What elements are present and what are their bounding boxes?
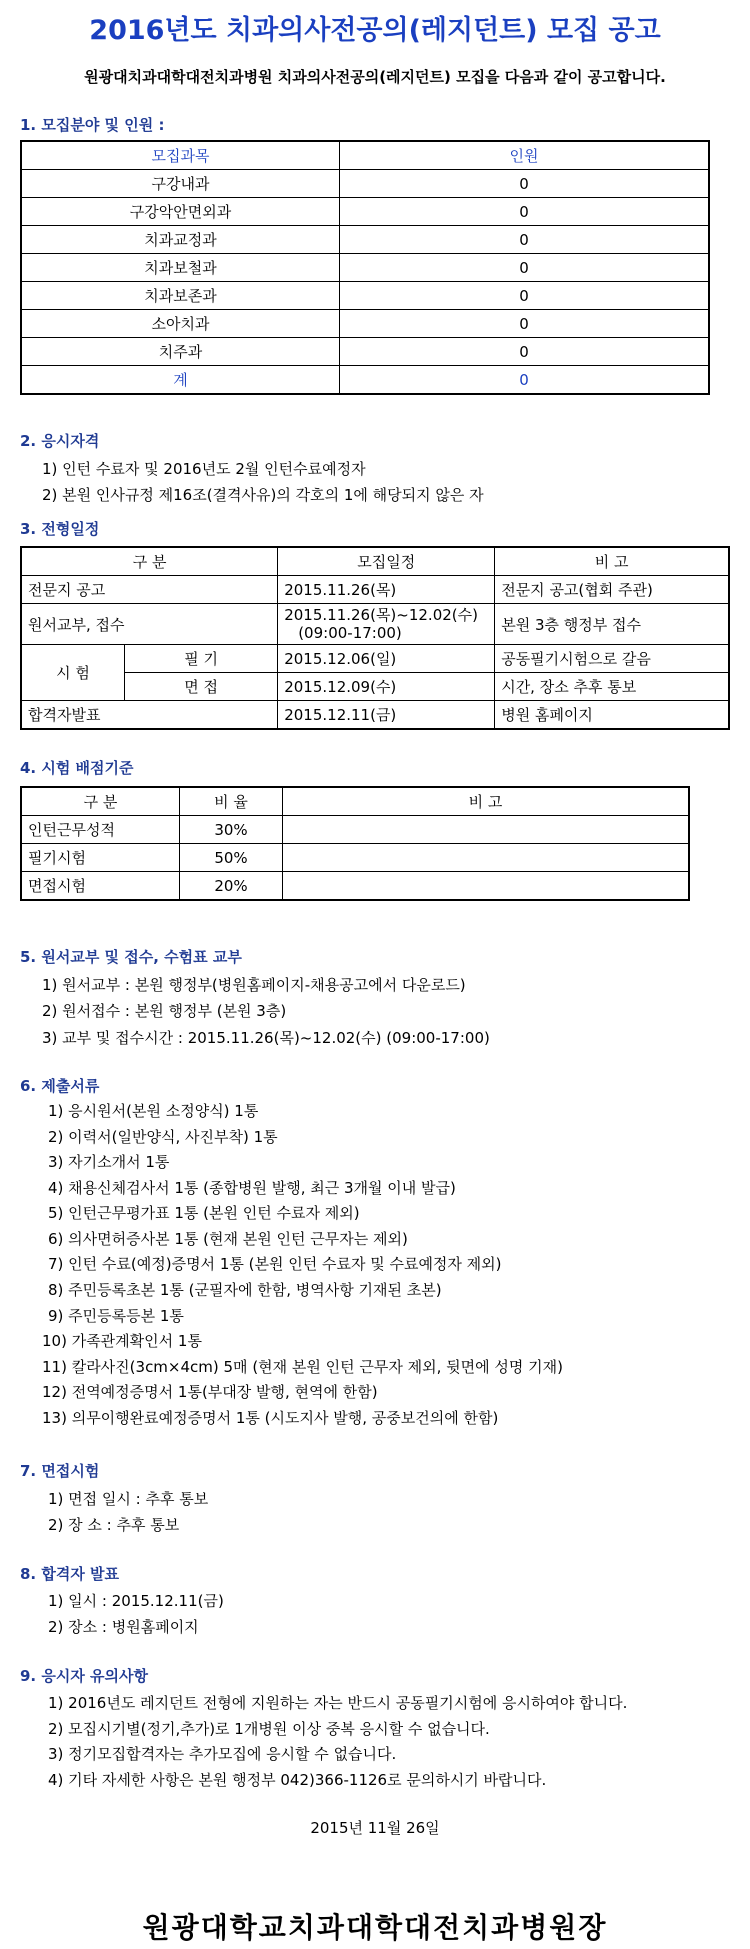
table-row: [21, 872, 689, 901]
list-item: 3) 자기소개서 1통: [48, 1153, 170, 1171]
header-note: 비 고: [495, 547, 729, 576]
section-9-heading: 9. 응시자 유의사항: [20, 1667, 149, 1685]
table-row: [21, 170, 709, 198]
cat-cell: 전문지 공고: [21, 576, 278, 604]
num-cell: 0: [340, 282, 710, 310]
list-item: 1) 인턴 수료자 및 2016년도 2월 인턴수료예정자: [42, 460, 366, 478]
list-item: 4) 채용신체검사서 1통 (종합병원 발행, 최근 3개월 이내 발급): [48, 1179, 456, 1197]
date-cell: 2015.12.06(일): [278, 645, 495, 673]
num-cell: 0: [340, 254, 710, 282]
table-row: [21, 816, 689, 844]
note-cell: [283, 844, 690, 872]
dept-cell: 구강내과: [21, 170, 340, 198]
list-item: 2) 장소 : 병원홈페이지: [48, 1618, 199, 1636]
list-item: 4) 기타 자세한 사항은 본원 행정부 042)366-1126로 문의하시기 바랍니다.: [48, 1771, 547, 1789]
table-row: [21, 198, 709, 226]
table-header-row: [21, 141, 709, 170]
table-header-row: [21, 787, 689, 816]
ratio-cell: 30%: [180, 816, 283, 844]
num-cell: 0: [340, 198, 710, 226]
cat-cell: 면접시험: [21, 872, 180, 901]
list-item: 9) 주민등록등본 1통: [48, 1307, 184, 1325]
cat-cell: 인턴근무성적: [21, 816, 180, 844]
note-cell: [283, 872, 690, 901]
note-cell: [283, 816, 690, 844]
total-row: [21, 366, 709, 395]
note-cell: 전문지 공고(협회 주관): [495, 576, 729, 604]
dept-cell: 치과보철과: [21, 254, 340, 282]
ratio-cell: 20%: [180, 872, 283, 901]
table-row: [21, 282, 709, 310]
table-row: [21, 673, 729, 701]
num-cell: 0: [340, 338, 710, 366]
table-row: [21, 226, 709, 254]
recruit-table: [20, 140, 710, 395]
date-cell: 2015.12.11(금): [278, 701, 495, 730]
section-7-heading: 7. 면접시험: [20, 1462, 100, 1480]
section-8-heading: 8. 합격자 발표: [20, 1565, 120, 1583]
list-item: 10) 가족관계확인서 1통: [42, 1332, 202, 1350]
section-3-heading: 3. 전형일정: [20, 520, 100, 538]
section-5-heading: 5. 원서교부 및 접수, 수험표 교부: [20, 948, 242, 966]
list-item: 2) 본원 인사규정 제16조(결격사유)의 각호의 1에 해당되지 않은 자: [42, 486, 484, 504]
table-row: [21, 310, 709, 338]
table-row: [21, 254, 709, 282]
note-cell: 본원 3층 행정부 접수: [495, 604, 729, 645]
page-title: 2016년도 치과의사전공의(레지던트) 모집 공고: [89, 15, 661, 46]
dept-cell: 치과교정과: [21, 226, 340, 254]
header-date: 모집일정: [278, 547, 495, 576]
total-label: 계: [21, 366, 340, 395]
sub-cell: 필 기: [125, 645, 278, 673]
list-item: 1) 2016년도 레지던트 전형에 지원하는 자는 반드시 공동필기시험에 응시하여야 합니다.: [48, 1694, 628, 1712]
table-row: [21, 701, 729, 730]
score-table: [20, 786, 690, 901]
list-item: 11) 칼라사진(3cm×4cm) 5매 (현재 본원 인턴 근무자 제외, 뒷면에 성명 기재): [42, 1358, 563, 1376]
section-1-heading: 1. 모집분야 및 인원 :: [20, 116, 165, 134]
dept-cell: 치주과: [21, 338, 340, 366]
intro-text: 원광대치과대학대전치과병원 치과의사전공의(레지던트) 모집을 다음과 같이 공고합니다.: [84, 68, 666, 86]
list-item: 2) 이력서(일반양식, 사진부착) 1통: [48, 1128, 278, 1146]
table-row: [21, 645, 729, 673]
list-item: 3) 정기모집합격자는 추가모집에 응시할 수 없습니다.: [48, 1745, 397, 1763]
list-item: 2) 원서접수 : 본원 행정부 (본원 3층): [42, 1002, 287, 1020]
section-6-heading: 6. 제출서류: [20, 1077, 100, 1095]
num-cell: 0: [340, 170, 710, 198]
table-row: [21, 576, 729, 604]
header-dept: 모집과목: [21, 141, 340, 170]
header-cat: 구 분: [21, 787, 180, 816]
list-item: 8) 주민등록초본 1통 (군필자에 한함, 병역사항 기재된 초본): [48, 1281, 442, 1299]
num-cell: 0: [340, 310, 710, 338]
list-item: 3) 교부 및 접수시간 : 2015.11.26(목)~12.02(수) (09:00-17:00): [42, 1029, 490, 1047]
schedule-table: [20, 546, 730, 730]
date-cell: [278, 604, 495, 645]
cat-cell: 필기시험: [21, 844, 180, 872]
section-2-heading: 2. 응시자격: [20, 432, 100, 450]
date-line: 2015.11.26(목)~12.02(수): [284, 606, 478, 624]
date-cell: 2015.11.26(목): [278, 576, 495, 604]
num-cell: 0: [340, 226, 710, 254]
dept-cell: 소아치과: [21, 310, 340, 338]
note-cell: 시간, 장소 추후 통보: [495, 673, 729, 701]
date-cell: 2015.12.09(수): [278, 673, 495, 701]
list-item: 1) 일시 : 2015.12.11(금): [48, 1592, 224, 1610]
announcement-date: 2015년 11월 26일: [310, 1819, 440, 1837]
table-header-row: [21, 547, 729, 576]
list-item: 1) 원서교부 : 본원 행정부(병원홈페이지-채용공고에서 다운로드): [42, 976, 466, 994]
table-row: [21, 604, 729, 645]
list-item: 13) 의무이행완료예정증명서 1통 (시도지사 발행, 공중보건의에 한함): [42, 1409, 499, 1427]
list-item: 6) 의사면허증사본 1통 (현재 본원 인턴 근무자는 제외): [48, 1230, 408, 1248]
dept-cell: 치과보존과: [21, 282, 340, 310]
list-item: 7) 인턴 수료(예정)증명서 1통 (본원 인턴 수료자 및 수료예정자 제외): [48, 1255, 502, 1273]
header-note: 비 고: [283, 787, 690, 816]
note-cell: 병원 홈페이지: [495, 701, 729, 730]
exam-cell: 시 험: [21, 645, 125, 701]
list-item: 1) 응시원서(본원 소정양식) 1통: [48, 1102, 259, 1120]
table-row: [21, 338, 709, 366]
header-num: 인원: [340, 141, 710, 170]
table-row: [21, 844, 689, 872]
time-line: (09:00-17:00): [298, 624, 402, 642]
list-item: 2) 모집시기별(정기,추가)로 1개병원 이상 중복 응시할 수 없습니다.: [48, 1720, 490, 1738]
note-cell: 공동필기시험으로 갈음: [495, 645, 729, 673]
cat-cell: 원서교부, 접수: [21, 604, 278, 645]
issuer-signature: 원광대학교치과대학대전치과병원장: [142, 1911, 608, 1944]
list-item: 2) 장 소 : 추후 통보: [48, 1516, 180, 1534]
header-cat: 구 분: [21, 547, 278, 576]
sub-cell: 면 접: [125, 673, 278, 701]
list-item: 5) 인턴근무평가표 1통 (본원 인턴 수료자 제외): [48, 1204, 360, 1222]
cat-cell: 합격자발표: [21, 701, 278, 730]
ratio-cell: 50%: [180, 844, 283, 872]
list-item: 1) 면접 일시 : 추후 통보: [48, 1490, 209, 1508]
total-num: 0: [340, 366, 710, 395]
section-4-heading: 4. 시험 배점기준: [20, 759, 134, 777]
dept-cell: 구강악안면외과: [21, 198, 340, 226]
header-ratio: 비 율: [180, 787, 283, 816]
list-item: 12) 전역예정증명서 1통(부대장 발행, 현역에 한함): [42, 1383, 378, 1401]
